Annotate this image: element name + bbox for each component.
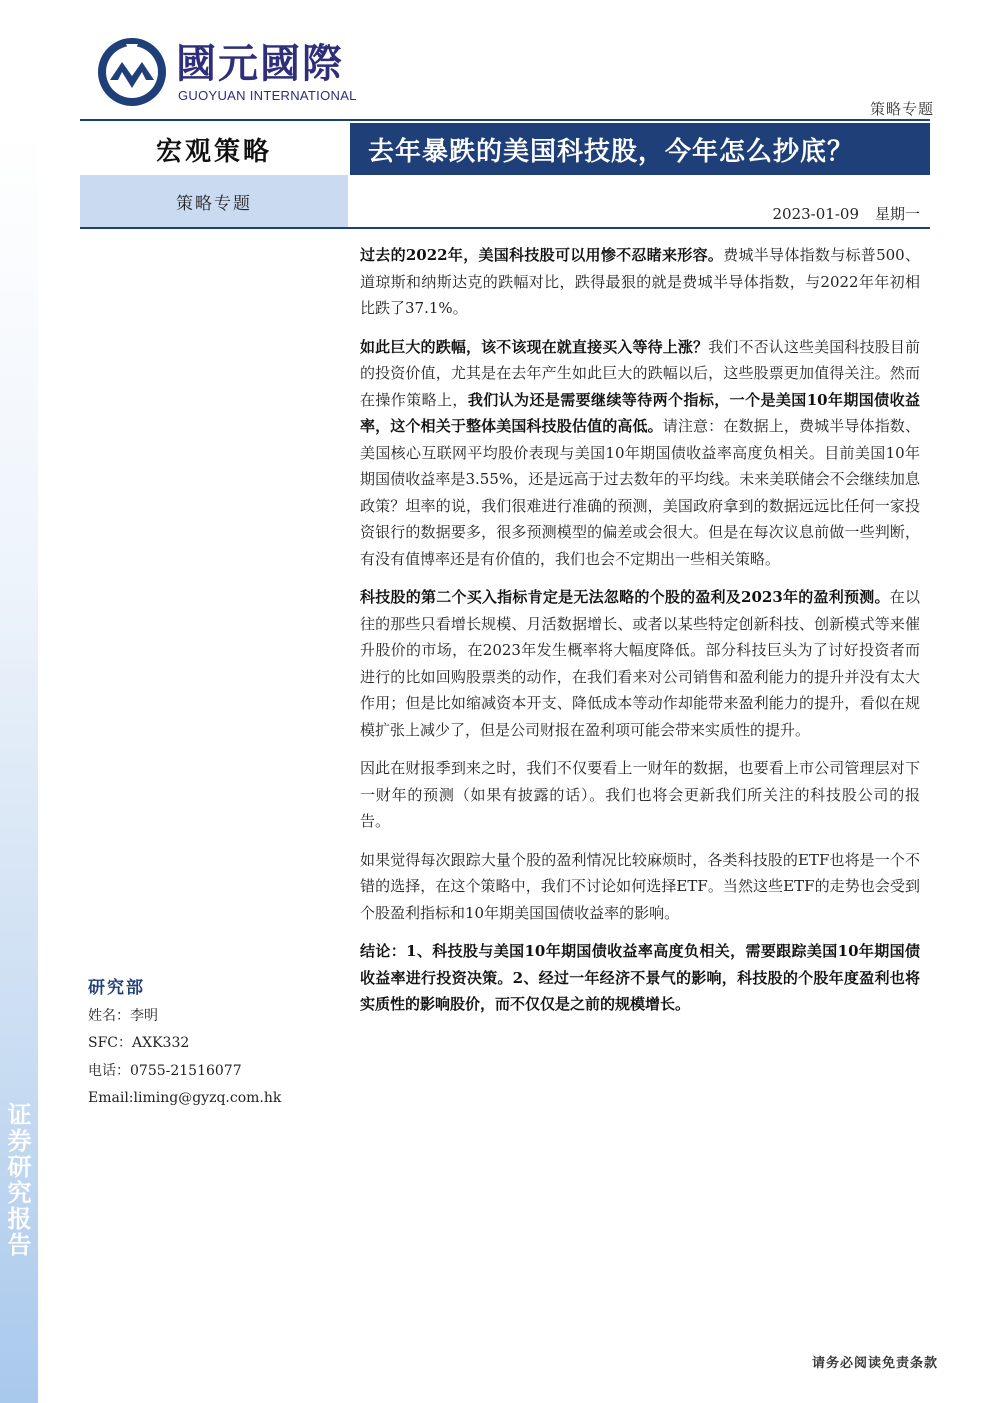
paragraph-3-lead: 科技股的第二个买入指标肯定是无法忽略的个股的盈利及2023年的盈利预测。 <box>360 588 890 606</box>
report-type-vertical-label: 证券研究报告 <box>3 1102 32 1258</box>
top-category-label: 策略专题 <box>869 100 934 118</box>
analyst-email[interactable]: Email:liming@gyzq.com.hk <box>88 1090 282 1106</box>
header-bottom-rule <box>80 227 930 229</box>
report-date-line <box>773 203 921 224</box>
paragraph-3 <box>360 584 920 743</box>
paragraph-1 <box>360 242 920 322</box>
paragraph-4: 因此在财报季到来之时，我们不仅要看上一财年的数据，也要看上市公司管理层对下一财年的预测（如果有披露的话）。我们也将会更新我们所关注的科技股公司的报告。 <box>360 759 920 830</box>
analyst-name: 姓名：李明 <box>88 1007 158 1024</box>
research-contact-block <box>88 975 328 1113</box>
paragraph-1-text: 费城半导体指数与标普500、道琼斯和纳斯达克的跌幅对比，跌得最狠的就是费城半导体指数，与2022年年初相比跌了37.1%。 <box>360 246 920 317</box>
report-weekday: 星期一 <box>874 205 920 223</box>
paragraph-2-emphasis: 我们认为还是需要继续等待两个指标，一个是美国10年期国债收益率，这个相关于整体美国科技股估值的高低。 <box>360 390 920 435</box>
logo-english-name: GUOYUAN INTERNATIONAL <box>178 88 357 103</box>
company-logo <box>96 36 366 108</box>
paragraph-1-lead: 过去的2022年，美国科技股可以用惨不忍睹来形容。 <box>360 246 724 264</box>
analyst-sfc: SFC：AXK332 <box>88 1035 190 1051</box>
paragraph-2-text-b: 请注意：在数据上，费城半导体指数、美国核心互联网平均股价表现与美国10年期国债收益率高度负相关。目前美国10年期国债收益率是3.55%，还是远高于过去数年的平均线。未来美联储会不会继续加息政策？坦率的说，我们很难进行准确的预测，美国政府拿到的数据远远比任何一家投资银行的数据要多，很多预测模型的偏差或会很大。但是在每次议息前做一些判断，有没有值博率还是有价值的，我们也会不定期出一些相关策略。 <box>360 417 920 568</box>
header-top-rule <box>80 119 930 121</box>
report-date: 2023-01-09 <box>772 205 859 223</box>
paragraph-conclusion <box>360 938 920 1018</box>
research-dept-heading: 研究部 <box>88 978 145 998</box>
disclaimer-note: 请务必阅读免责条款 <box>811 1356 938 1371</box>
paragraph-5: 如果觉得每次跟踪大量个股的盈利情况比较麻烦时，各类科技股的ETF也将是一个不错的选择，在这个策略中，我们不讨论如何选择ETF。当然这些ETF的走势也会受到个股盈利指标和10年期美国国债收益率的影响。 <box>360 850 920 922</box>
subsection-label: 策略专题 <box>80 175 348 227</box>
analyst-phone: 电话：0755-21516077 <box>88 1062 242 1079</box>
logo-chinese-name: 國元國際 <box>176 41 344 87</box>
paragraph-2-text-a: 我们不否认这些美国科技股目前的投资价值，尤其是在去年产生如此巨大的跌幅以后，这些股票更加值得关注。然而在操作策略上， <box>360 337 920 409</box>
report-title: 去年暴跌的美国科技股，今年怎么抄底？ <box>350 123 930 175</box>
paragraph-2 <box>360 334 920 573</box>
paragraph-2-lead: 如此巨大的跌幅，该不该现在就直接买入等待上涨？ <box>360 337 709 356</box>
section-label: 宏观策略 <box>80 123 348 175</box>
paragraph-3-text: 在以往的那些只看增长规模、月活数据增长、或者以某些特定创新科技、创新模式等来催升股价的市场，在2023年发生概率将大幅度降低。部分科技巨头为了讨好投资者而进行的比如回购股票类的动作，在我们看来对公司销售和盈利能力的提升并没有太大作用；但是比如缩减资本开支、降低成本等动作却能带来盈利能力的提升，看似在规模扩张上减少了，但是公司财报在盈利项可能会带来实质性的提升。 <box>360 588 920 739</box>
logo-emblem-icon <box>96 36 168 108</box>
conclusion-text: 结论：1、科技股与美国10年期国债收益率高度负相关，需要跟踪美国10年期国债收益率进行投资决策。2、经过一年经济不景气的影响，科技股的个股年度盈利也将实质性的影响股价，而不仅仅是之前的规模增长。 <box>360 942 920 1013</box>
report-body <box>360 242 920 1030</box>
